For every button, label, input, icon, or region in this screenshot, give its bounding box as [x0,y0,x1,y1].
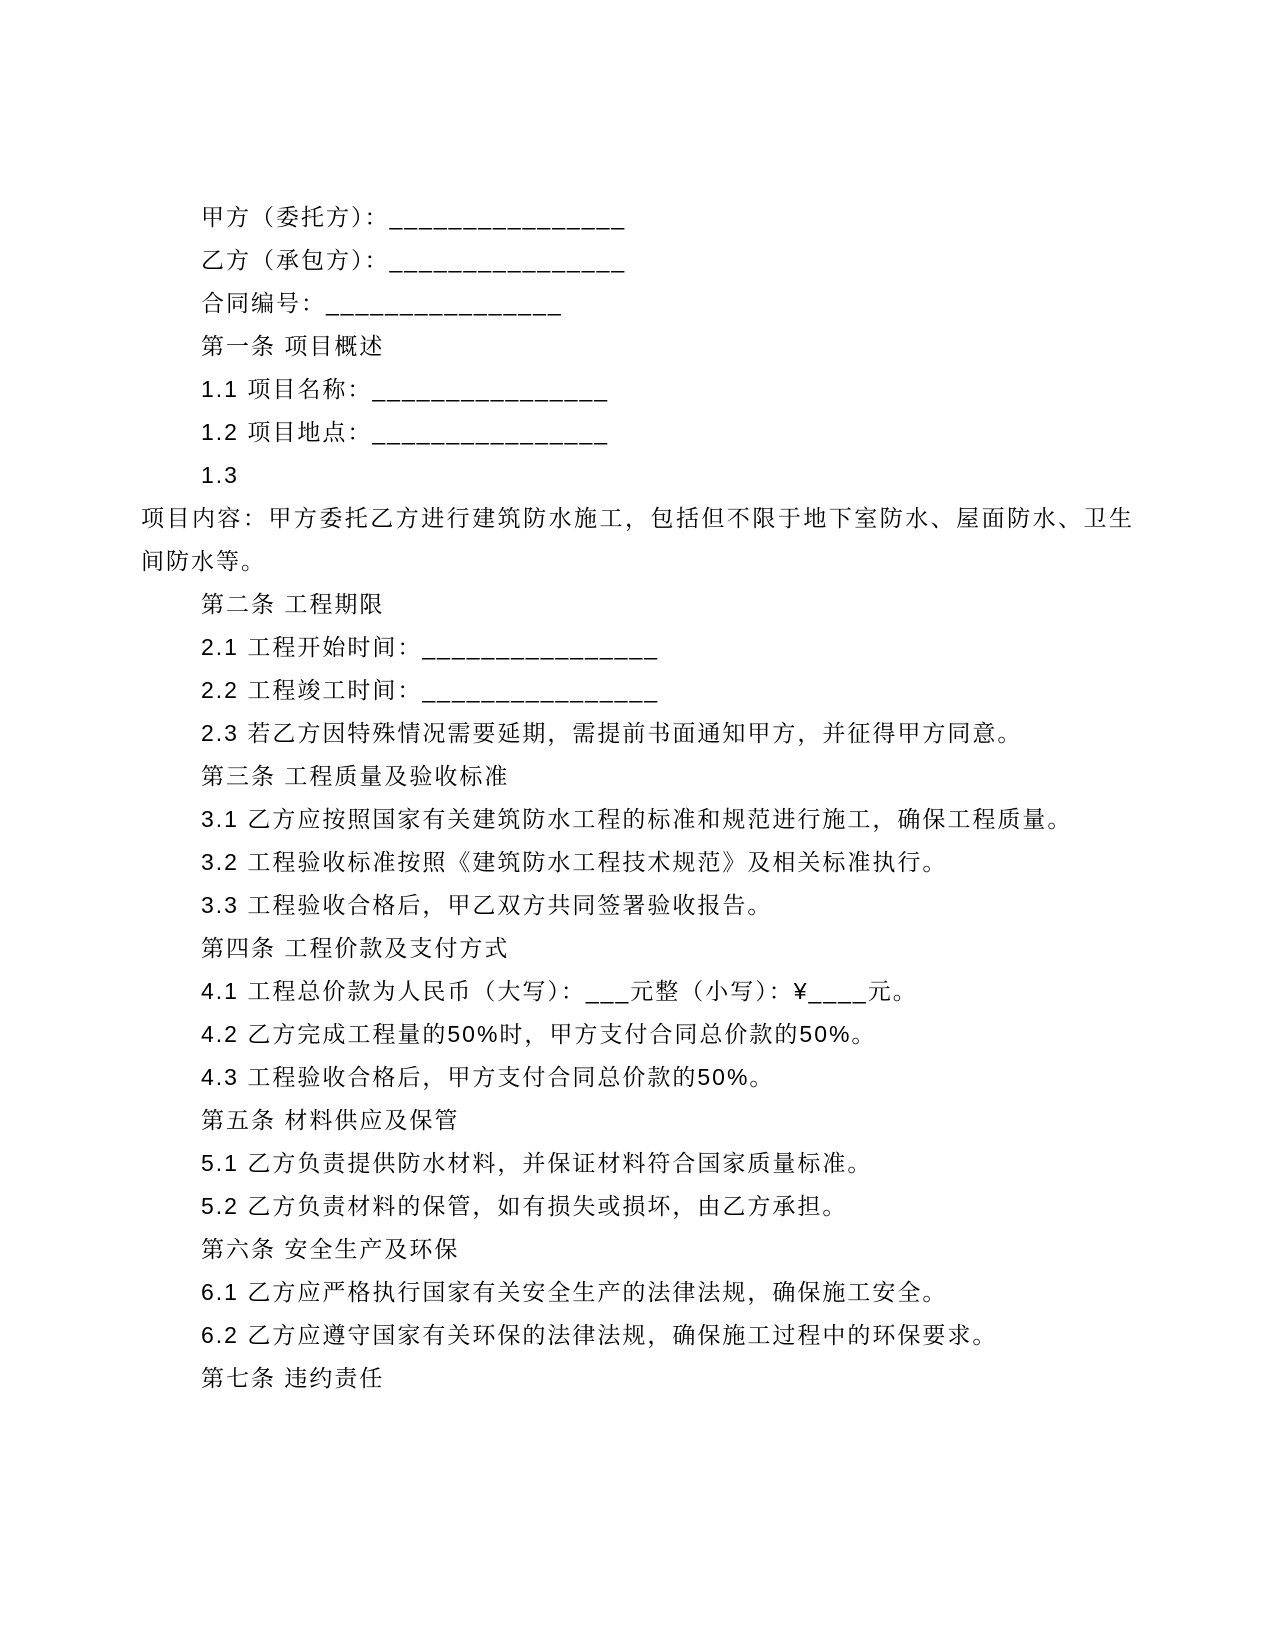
clause-1-3-content: 项目内容：甲方委托乙方进行建筑防水施工，包括但不限于地下室防水、屋面防水、卫生间防水等。 [141,505,1134,574]
party-b-line: 乙方（承包方）：________________ [201,247,627,273]
article-7-heading: 第七条 违约责任 [201,1365,385,1391]
clause-2-2: 2.2 工程竣工时间：________________ [201,677,660,703]
article-3-heading: 第三条 工程质量及验收标准 [201,763,510,789]
clause-4-1: 4.1 工程总价款为人民币（大写）：___元整（小写）：¥____元。 [201,978,918,1004]
clause-2-3: 2.3 若乙方因特殊情况需要延期，需提前书面通知甲方，并征得甲方同意。 [201,720,1023,746]
article-2-heading: 第二条 工程期限 [201,591,385,617]
clause-1-3: 1.3 [201,462,239,488]
clause-6-1: 6.1 乙方应严格执行国家有关安全生产的法律法规，确保施工安全。 [201,1279,948,1305]
clause-3-3: 3.3 工程验收合格后，甲乙双方共同签署验收报告。 [201,892,773,918]
clause-2-1: 2.1 工程开始时间：________________ [201,634,660,660]
clause-5-1: 5.1 乙方负责提供防水材料，并保证材料符合国家质量标准。 [201,1150,873,1176]
clause-4-3: 4.3 工程验收合格后，甲方支付合同总价款的50%。 [201,1064,775,1090]
clause-4-2: 4.2 乙方完成工程量的50%时，甲方支付合同总价款的50%。 [201,1021,877,1047]
article-5-heading: 第五条 材料供应及保管 [201,1107,460,1133]
article-4-heading: 第四条 工程价款及支付方式 [201,935,510,961]
article-6-heading: 第六条 安全生产及环保 [201,1236,460,1262]
clause-5-2: 5.2 乙方负责材料的保管，如有损失或损坏，由乙方承担。 [201,1193,848,1219]
party-a-line: 甲方（委托方）：________________ [201,204,627,230]
clause-1-1: 1.1 项目名称：________________ [201,376,610,402]
clause-3-1: 3.1 乙方应按照国家有关建筑防水工程的标准和规范进行施工，确保工程质量。 [201,806,1073,832]
article-1-heading: 第一条 项目概述 [201,333,385,359]
clause-3-2: 3.2 工程验收标准按照《建筑防水工程技术规范》及相关标准执行。 [201,849,948,875]
clause-1-2: 1.2 项目地点：________________ [201,419,610,445]
contract-number-line: 合同编号：________________ [201,290,563,316]
clause-6-2: 6.2 乙方应遵守国家有关环保的法律法规，确保施工过程中的环保要求。 [201,1322,998,1348]
